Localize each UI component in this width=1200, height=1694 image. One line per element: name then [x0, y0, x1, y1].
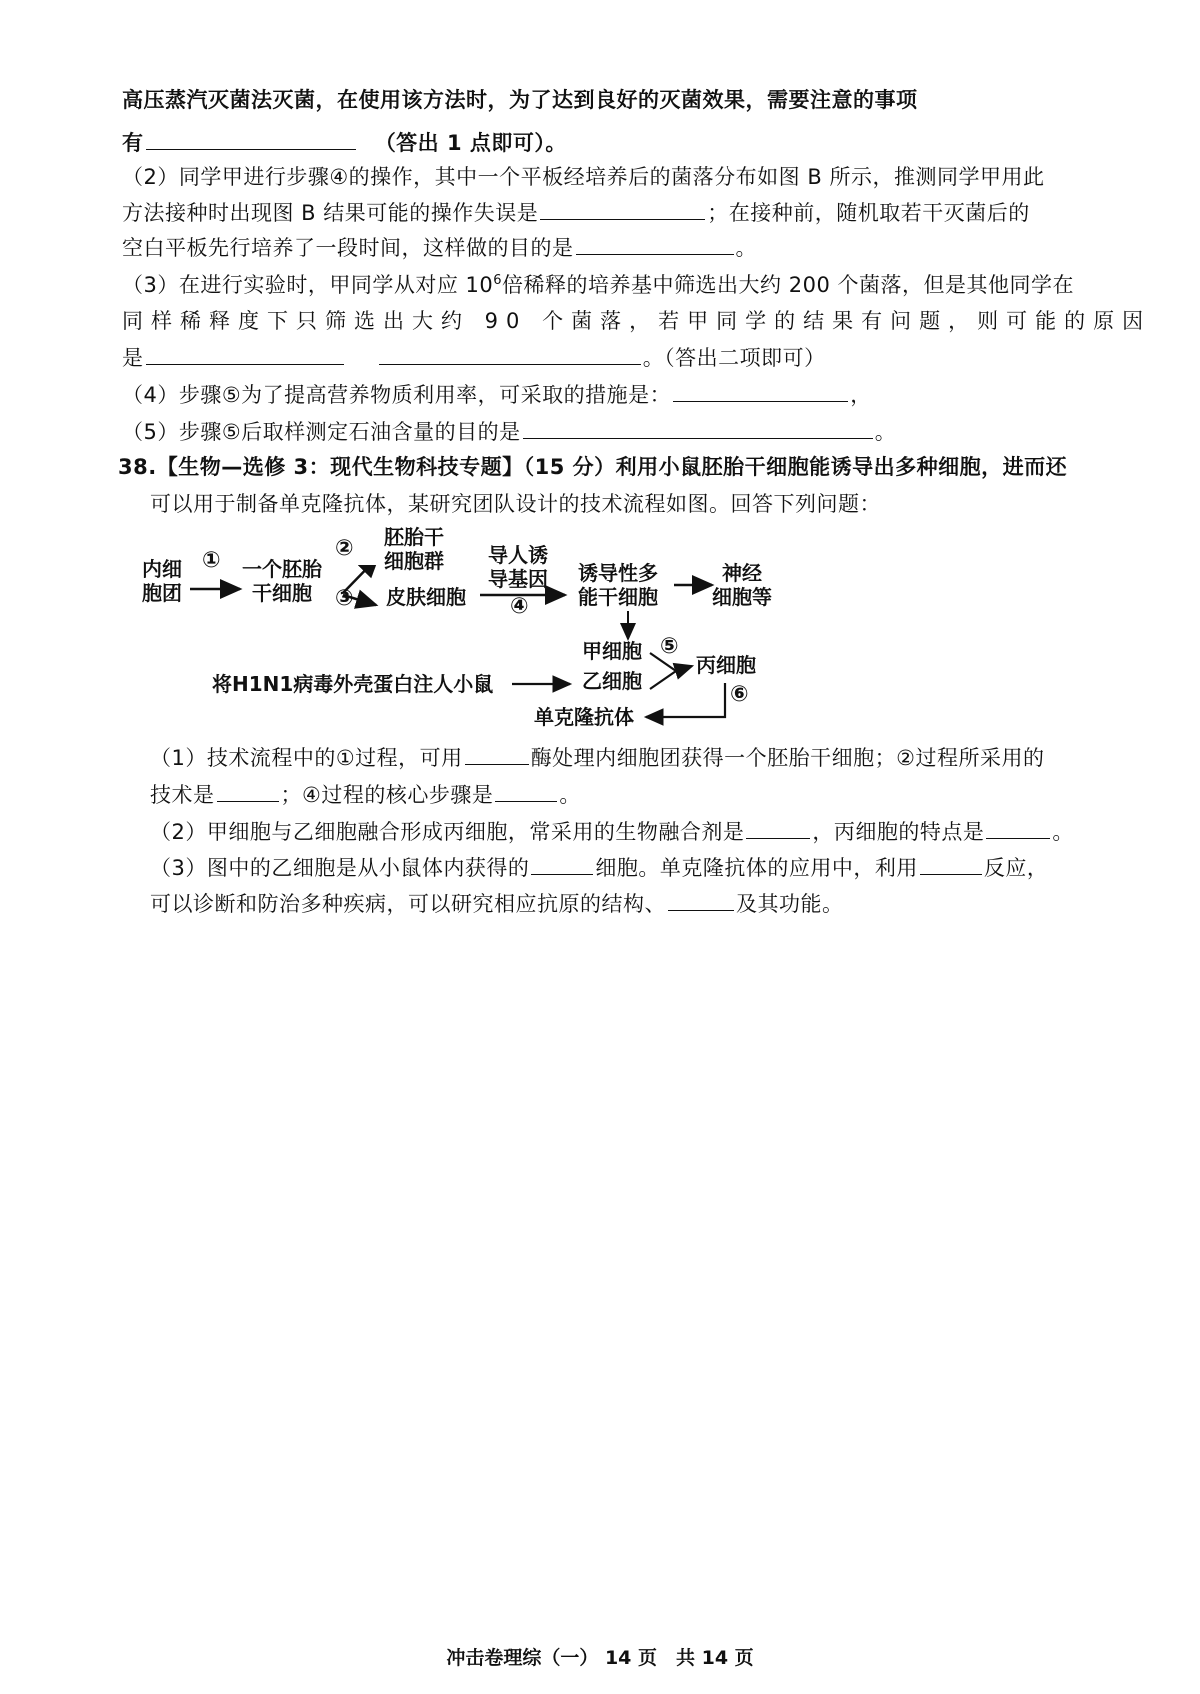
answer-blank[interactable] [668, 888, 734, 911]
question-38-1-line-1 [150, 742, 1045, 773]
text-segment: （1）技术流程中的①过程，可用 [150, 746, 463, 770]
answer-blank[interactable] [146, 127, 356, 150]
answer-blank[interactable] [495, 779, 557, 802]
text-line-3: （2）同学甲进行步骤④的操作，其中一个平板经培养后的菌落分布如图 B 所示，推测同学甲用此 [122, 165, 1045, 189]
text-line-9 [122, 379, 872, 410]
text-segment: 有 [122, 131, 144, 155]
text-segment: 细胞。单克隆抗体的应用中，利用 [595, 856, 918, 880]
text-segment: ， [850, 383, 872, 407]
answer-blank[interactable] [746, 816, 810, 839]
node-ips-cell [578, 561, 658, 609]
text-segment: 反应， [983, 856, 1049, 880]
answer-blank[interactable] [531, 852, 593, 875]
text-line-2 [122, 127, 567, 158]
text-segment: （4）步骤⑤为了提高营养物质利用率，可采取的措施是： [122, 383, 672, 407]
text-segment: 。（答出二项即可） [642, 346, 826, 370]
text-segment: ，丙细胞的特点是 [812, 820, 985, 844]
question-38-line-2: 可以用于制备单克隆抗体，某研究团队设计的技术流程如图。回答下列问题： [150, 492, 881, 516]
text-segment: ；在接种前，随机取若干灭菌后的 [707, 201, 1030, 225]
question-38-line-1 [118, 452, 1067, 482]
answer-blank[interactable] [576, 232, 734, 255]
node-text: 细胞等 [712, 585, 772, 609]
answer-blank[interactable] [379, 342, 641, 365]
node-text: 能干细胞 [578, 585, 658, 609]
node-text: 导人诱 [488, 543, 548, 567]
node-text: 胞团 [142, 581, 182, 605]
text-line-4 [122, 197, 1030, 228]
answer-blank[interactable] [146, 342, 344, 365]
step-label-4: ④ [510, 594, 529, 619]
text-segment: （2）甲细胞与乙细胞融合形成丙细胞，常采用的生物融合剂是 [150, 820, 745, 844]
node-text: 神经 [722, 561, 762, 585]
node-esc-group [384, 525, 444, 573]
text-line-7: 同样稀释度下只筛选出大约 90 个菌落，若甲同学的结果有问题，则可能的原因 [122, 309, 1152, 333]
step-label-6: ⑥ [730, 682, 749, 707]
text-segment: 空白平板先行培养了一段时间，这样做的目的是 [122, 236, 574, 260]
node-text: 导基因 [488, 567, 548, 591]
answer-blank[interactable] [920, 852, 982, 875]
text-segment: 。 [874, 420, 897, 444]
text-segment: 可以诊断和防治多种疾病，可以研究相应抗原的结构、 [150, 892, 666, 916]
question-number: 38.【生物—选修 3：现代生物科技专题】（15 分）利用小鼠胚胎干细胞能诱导出多种细胞，进而还 [118, 455, 1068, 479]
answer-blank[interactable] [465, 742, 529, 765]
step-label-3: ③ [335, 586, 354, 611]
text-line-8 [122, 342, 826, 373]
answer-blank[interactable] [986, 816, 1050, 839]
text-segment: 是 [122, 346, 144, 370]
node-text: 诱导性多 [578, 561, 658, 585]
node-skin-cell: 皮肤细胞 [386, 585, 466, 609]
answer-blank[interactable] [673, 379, 848, 402]
node-cell-yi: 乙细胞 [582, 669, 642, 693]
text-segment: 。 [1052, 820, 1074, 844]
text-segment: （5）步骤⑤后取样测定石油含量的目的是 [122, 420, 521, 444]
question-38-1-line-2 [150, 779, 581, 810]
node-cell-jia: 甲细胞 [582, 639, 642, 663]
answer-blank[interactable] [540, 197, 705, 220]
question-38-3-line-1 [150, 852, 1048, 883]
answer-blank[interactable] [217, 779, 279, 802]
step-label-2: ② [335, 536, 354, 561]
text-segment: （3）图中的乙细胞是从小鼠体内获得的 [150, 856, 530, 880]
node-neuron [712, 561, 772, 609]
node-text: 胚胎干 [384, 525, 444, 549]
text-segment: ；④过程的核心步骤是 [280, 783, 494, 807]
text-segment: 及其功能。 [736, 892, 844, 916]
arrow-step5 [676, 666, 692, 671]
text-segment: 倍稀释的培养基中筛选出大约 200 个菌落，但是其他同学在 [502, 273, 1074, 297]
node-inner-cell-mass [142, 557, 182, 605]
question-38-2-line [150, 816, 1074, 847]
text-segment: （3）在进行实验时，甲同学从对应 10 [122, 273, 494, 297]
step-label-5: ⑤ [660, 634, 679, 659]
text-line-1: 高压蒸汽灭菌法灭菌，在使用该方法时，为了达到良好的灭菌效果，需要注意的事项 [122, 88, 918, 112]
superscript: 6 [493, 273, 503, 288]
question-38-3-line-2 [150, 888, 844, 919]
text-line-10 [122, 416, 896, 447]
answer-blank[interactable] [523, 416, 873, 439]
label-induce-gene [488, 543, 548, 591]
page-footer: 冲击卷理综（一） 14 页 共 14 页 [446, 1647, 754, 1669]
step-label-1: ① [202, 548, 221, 573]
node-one-esc [242, 557, 322, 605]
node-monoclonal-antibody: 单克隆抗体 [534, 705, 634, 729]
text-segment: 酶处理内细胞团获得一个胚胎干细胞；②过程所采用的 [530, 746, 1045, 770]
node-text: 细胞群 [384, 549, 444, 573]
text-segment: 方法接种时出现图 B 结果可能的操作失误是 [122, 201, 539, 225]
text-segment: （答出 1 点即可）。 [374, 131, 567, 155]
text-segment: 。 [735, 236, 757, 260]
text-segment: 。 [559, 783, 581, 807]
node-text: 一个胚胎 [242, 557, 322, 581]
node-text: 内细 [142, 557, 182, 581]
label-inject-mouse: 将H1N1病毒外壳蛋白注人小鼠 [212, 672, 494, 696]
node-cell-bing: 丙细胞 [696, 653, 756, 677]
node-text: 干细胞 [252, 581, 312, 605]
text-line-6 [122, 270, 1074, 300]
text-segment: 技术是 [150, 783, 215, 807]
arrow-step6 [646, 683, 725, 717]
text-line-5 [122, 232, 757, 263]
